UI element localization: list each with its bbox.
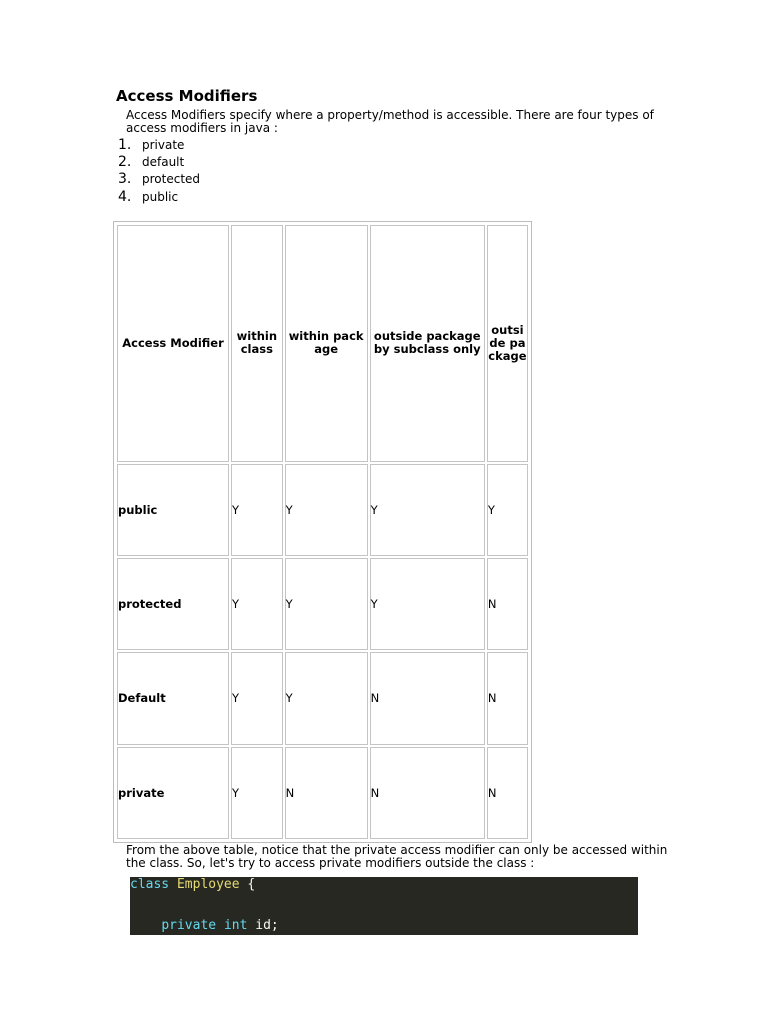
list-number: 3. (118, 171, 132, 188)
column-header: outside package (487, 225, 528, 462)
table-row (117, 652, 528, 744)
table-cell: N (487, 652, 528, 744)
list-item-label: default (142, 154, 185, 169)
table-cell: Y (231, 747, 283, 839)
table-cell: Y (487, 464, 528, 556)
code-keyword: int (223, 918, 248, 933)
column-header: Access Modifier (117, 225, 229, 462)
column-header: within class (231, 225, 283, 462)
column-header: outside package by subclass only (370, 225, 485, 462)
explanation-paragraph: From the above table, notice that the private access modifier can only be accessed within the class. So, let's try to access private modifiers outside the class : (126, 843, 668, 870)
row-header: Default (117, 652, 229, 744)
table-cell: Y (285, 558, 368, 650)
list-number: 1. (118, 136, 132, 153)
column-header: within package (285, 225, 368, 462)
table-cell: Y (370, 558, 485, 650)
list-number: 4. (118, 188, 132, 205)
access-table-container (113, 221, 532, 843)
list-item (118, 171, 200, 188)
code-text: { (247, 877, 256, 892)
table-cell: N (487, 558, 528, 650)
modifier-list (118, 136, 200, 205)
list-number: 2. (118, 153, 132, 170)
list-item (118, 153, 200, 170)
table-cell: Y (285, 464, 368, 556)
table-cell: Y (231, 652, 283, 744)
list-item-label: private (142, 137, 185, 152)
table-cell: N (370, 747, 485, 839)
row-header: protected (117, 558, 229, 650)
table-cell: Y (231, 558, 283, 650)
table-cell: N (487, 747, 528, 839)
list-item-label: protected (142, 172, 201, 187)
table-cell: N (370, 652, 485, 744)
code-line (130, 918, 279, 933)
code-keyword: class (130, 877, 170, 892)
table-cell: Y (231, 464, 283, 556)
row-header: public (117, 464, 229, 556)
code-keyword: private (161, 918, 217, 933)
table-cell: Y (370, 464, 485, 556)
code-line (130, 877, 255, 892)
list-item (118, 136, 200, 153)
table-row (117, 558, 528, 650)
table-cell: N (285, 747, 368, 839)
intro-paragraph: Access Modifiers specify where a property/method is accessible. There are four types of access modifiers in java : (126, 108, 654, 135)
access-modifier-table (115, 223, 530, 841)
row-header: private (117, 747, 229, 839)
table-header-row (117, 225, 528, 462)
code-text: id; (255, 918, 279, 933)
list-item (118, 188, 200, 205)
code-class-name: Employee (176, 877, 240, 892)
table-row (117, 747, 528, 839)
table-cell: Y (285, 652, 368, 744)
section-heading: Access Modifiers (116, 87, 258, 105)
table-row (117, 464, 528, 556)
code-block (130, 877, 638, 935)
list-item-label: public (142, 189, 179, 204)
